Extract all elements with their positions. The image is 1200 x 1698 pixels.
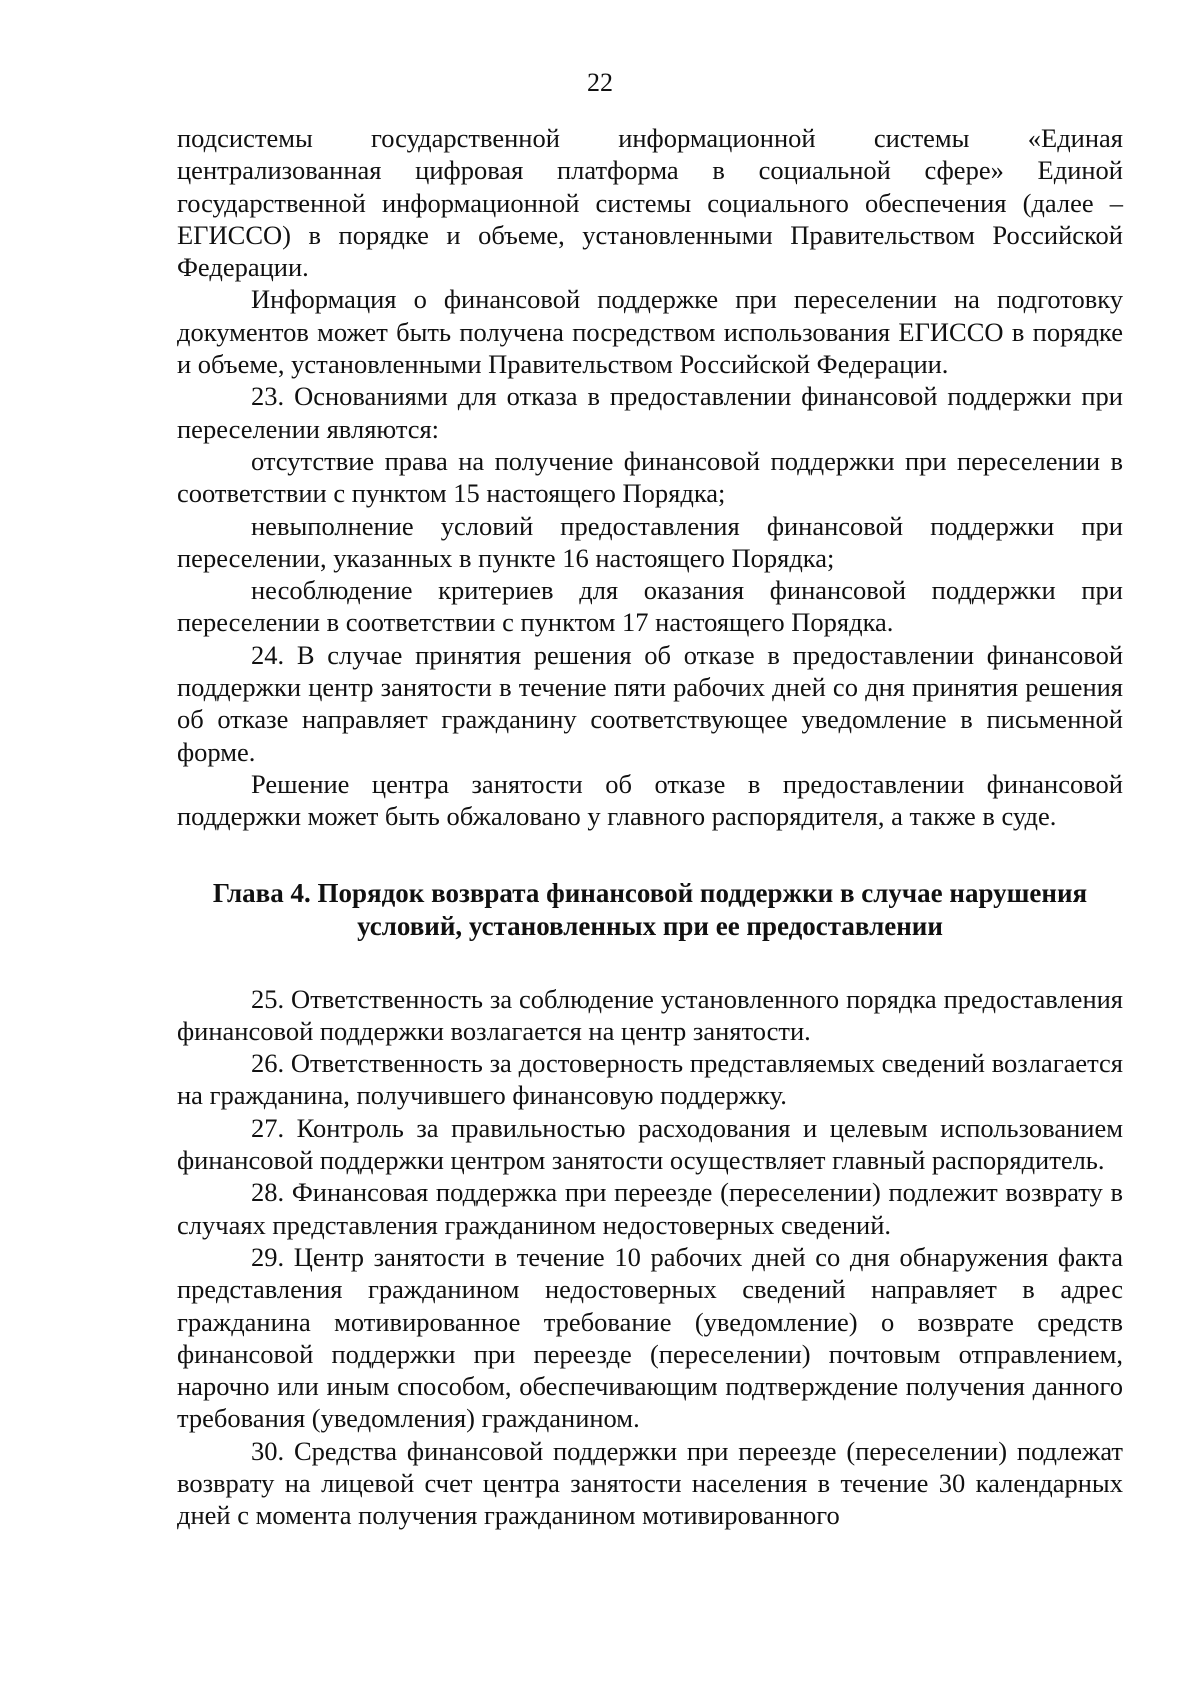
paragraph-29: 29. Центр занятости в течение 10 рабочих дней со дня обнаружения факта представления гражданином недостоверных сведений направляет в адрес гражданина мотивированное требование (уведомление) о возврате средств финансовой поддержки при переезде (переселении) почтовым отправлением, нарочно или иным способом, обеспечивающим подтверждение получения данного требования (уведомления) гражданином.	[177, 1241, 1123, 1434]
paragraph-25: 25. Ответственность за соблюдение установленного порядка предоставления финансовой поддержки возлагается на центр занятости.	[177, 983, 1123, 1046]
paragraph-26: 26. Ответственность за достоверность представляемых сведений возлагается на гражданина, получившего финансовую поддержку.	[177, 1048, 1123, 1111]
section-before-chapter	[177, 122, 1123, 833]
paragraph-24: 24. В случае принятия решения об отказе в предоставлении финансовой поддержки центр занятости в течение пяти рабочих дней со дня принятия решения об отказе направляет гражданину соответствующее уведомление в письменной форме.	[177, 639, 1123, 767]
page-number: 22	[587, 68, 613, 97]
section-chapter-4	[177, 983, 1123, 1532]
paragraph-23-item-3: несоблюдение критериев для оказания финансовой поддержки при переселении в соответствии с пунктом 17 настоящего Порядка.	[177, 575, 1123, 638]
paragraph-continuation: подсистемы государственной информационной системы «Единая централизованная цифровая платформа в социальной сфере» Единой государственной информационной системы социального обеспечения (далее – ЕГИССО) в порядке и объеме, установленными Правительством Российской Федерации.	[177, 123, 1123, 283]
paragraph-30: 30. Средства финансовой поддержки при переезде (переселении) подлежат возврату на лицевой счет центра занятости населения в течение 30 календарных дней с момента получения гражданином мотивированного	[177, 1435, 1123, 1531]
paragraph-23: 23. Основаниями для отказа в предоставлении финансовой поддержки при переселении являются:	[177, 381, 1123, 444]
paragraph-egisso-info: Информация о финансовой поддержке при переселении на подготовку документов может быть получена посредством использования ЕГИССО в порядке и объеме, установленными Правительством Российской Федерации.	[177, 284, 1123, 380]
paragraph-23-item-2: невыполнение условий предоставления финансовой поддержки при переселении, указанных в пункте 16 настоящего Порядка;	[177, 510, 1123, 573]
paragraph-28: 28. Финансовая поддержка при переезде (переселении) подлежит возврату в случаях представления гражданином недостоверных сведений.	[177, 1177, 1123, 1240]
paragraph-24-appeal: Решение центра занятости об отказе в предоставлении финансовой поддержки может быть обжаловано у главного распорядителя, а также в суде.	[177, 768, 1123, 832]
chapter-heading	[177, 877, 1123, 943]
chapter-heading-line-1: Глава 4. Порядок возврата финансовой поддержки в случае нарушения	[212, 877, 1088, 908]
chapter-heading-line-2: условий, установленных при ее предоставлении	[357, 910, 943, 941]
page-content	[177, 122, 1123, 1532]
paragraph-27: 27. Контроль за правильностью расходования и целевым использованием финансовой поддержки центром занятости осуществляет главный распорядитель.	[177, 1112, 1123, 1176]
paragraph-23-item-1: отсутствие права на получение финансовой поддержки при переселении в соответствии с пунктом 15 настоящего Порядка;	[177, 445, 1123, 509]
